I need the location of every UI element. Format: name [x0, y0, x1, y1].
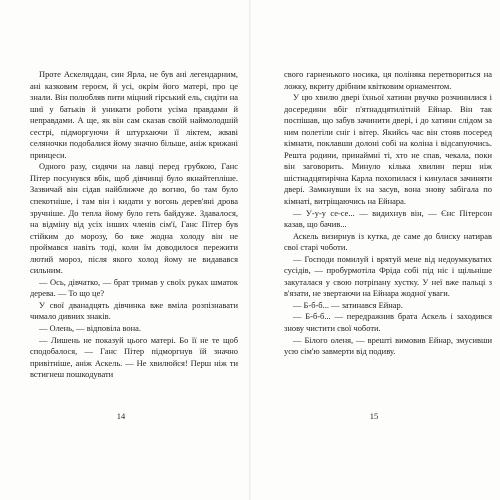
- right-page: [251, 0, 500, 500]
- paragraph: — Б-б-б... — затинався Ейнар.: [293, 299, 403, 310]
- paragraph: — Лишень не показуй цього матері. Бо її не те щоб сподобалося, — Ганс Пітер підморгнув їй значно привітніше, аніж Аскель. — Не хвилюйся! Перш ніж ти встигнеш пошкодувати: [30, 334, 238, 380]
- paragraph: Аскель визирнув із кутка, де саме до блиску натирав свої старі чоботи.: [284, 230, 492, 253]
- page-number: 15: [369, 411, 379, 421]
- left-page-text: [30, 69, 238, 381]
- paragraph: — Білого оленя, — врешті вимовив Ейнар, змусивши усю сім'ю завмерти від подиву.: [284, 334, 492, 357]
- paragraph: У цю хвилю двері їхньої хатини рвучко розчинилися і досередини вбіг п'ятнадцятилітній Ейнар. Він так поспішав, що забув зачинити двері, і до хатини слідом за ним полетіли сніг і вітер. Якийсь час він стояв посеред кімнати, поклавши долоні собі на коліна і відсапуючись. Решта родини, принаймні ті, хто не спав, чекала, поки він заговорить. Минуло кілька хвилин перш ніж шістнадцятирічна Карла похопилася і кинулася зачиняти двері. Замкнувши їх на засув, вона знову забігала по кімнаті, витріщаючись на Ейнара.: [284, 92, 492, 207]
- paragraph: — Олень, — відповіла вона.: [39, 323, 141, 334]
- paragraph: У свої дванадцять дівчинка вже вміла розпізнавати чимало дивних знаків.: [30, 299, 238, 322]
- page-number: 14: [116, 411, 126, 421]
- paragraph: — Ось, дівчатко, — брат тримав у своїх руках шматок дерева. — То що це?: [30, 276, 238, 299]
- paragraph: — Господи помилуй і врятуй мене від недоумкуватих сусідів, — пробурмотіла Фріда собі під ніс і щільніше закуталася у свою потріпану хустку. У неї вже пальці з в'язати, не звертаючи на Ейнара жодної уваги.: [284, 253, 492, 299]
- right-page-text: [284, 69, 492, 358]
- paragraph: Одного разу, сидячи на лавці перед грубкою, Ганс Пітер посунувся вбік, щоб дівчинці було якнайтепліше. Зазвичай він сідав найближче до вогню, бо там було спекотніше, і там він і кидати у вогонь дерев'яні дрова зручніше. До тепла йому було геть байдуже. Здавалося, на відміну від усіх інших членів сім'ї, Ганс Пітер був стійким до морозу, бо вже жодна холоду він не проймався навіть тоді, коли їм доводилося пережити лютий мороз, після якого холод йому не видавався сильним.: [30, 161, 238, 276]
- left-page: [0, 0, 249, 500]
- paragraph: свого гарненького носика, ця поліняка перетвориться на ложку, вкриту дрібним квітковим орнаментом.: [284, 69, 492, 91]
- paragraph: — Б-б-б... — передражнив брата Аскель і заходився знову чистити свої чоботи.: [284, 311, 492, 334]
- paragraph: — У-у-у се-се... — видихнув він, — Єнс Пітерсон казав, що бачив...: [284, 207, 492, 230]
- paragraph: Проте Аскеляддан, син Ярла, не був ані легендарним, ані казковим героєм, й усі, окрім його матері, про це знали. Він полюбляв пити міцний гірський ель, сидіти на шиї у батьків й уникати роботи усіма правдами й неправдами. А ще, як він сам сказав своїй наймолодшій сестрі, підморгуючи й штурхаючи її ліктем, жваві селяночки подобалися йому значно більше, аніж крижані принцеси.: [30, 69, 238, 160]
